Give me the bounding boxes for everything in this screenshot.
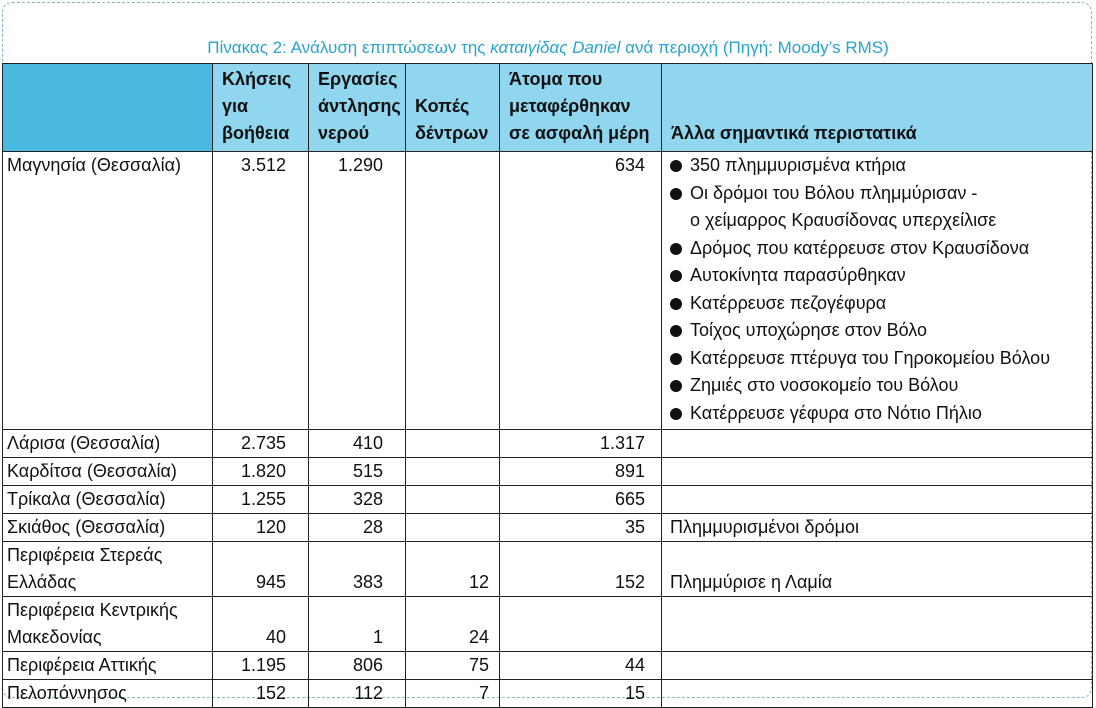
header-region — [3, 64, 213, 152]
pumping-cell: 328 — [309, 486, 406, 514]
table-row — [3, 152, 1093, 430]
table-row — [3, 542, 1093, 597]
bullet-icon — [670, 188, 682, 200]
impact-table — [2, 63, 1093, 708]
notes-cell: Πλημμύρισε η Λαμία — [662, 542, 1093, 597]
calls-cell: 152 — [213, 680, 309, 708]
list-item: Κατέρρευσε πτέρυγα του Γηροκομείου Βόλου — [670, 345, 1086, 373]
region-cell: Λάρισα (Θεσσαλία) — [3, 430, 213, 458]
list-item: Αυτοκίνητα παρασύρθηκαν — [670, 262, 1086, 290]
region-cell: Σκιάθος (Θεσσαλία) — [3, 514, 213, 542]
calls-cell: 1.195 — [213, 652, 309, 680]
trees-cell — [406, 152, 500, 430]
relocated-cell: 665 — [500, 486, 662, 514]
trees-cell: 12 — [406, 542, 500, 597]
relocated-cell: 1.317 — [500, 430, 662, 458]
pumping-cell: 515 — [309, 458, 406, 486]
list-item: Κατέρρευσε γέφυρα στο Νότιο Πήλιο — [670, 400, 1086, 428]
table-row — [3, 597, 1093, 652]
bullet-icon — [670, 160, 682, 172]
incidents-list — [662, 152, 1093, 430]
header-trees: Κοπές δέντρων — [406, 64, 500, 152]
relocated-cell — [500, 597, 662, 652]
calls-cell: 120 — [213, 514, 309, 542]
region-cell: Περιφέρεια Στερεάς Ελλάδας — [3, 542, 213, 597]
table-row — [3, 430, 1093, 458]
notes-cell — [662, 486, 1093, 514]
list-item: Τοίχος υποχώρησε στον Βόλο — [670, 317, 1086, 345]
pumping-cell: 806 — [309, 652, 406, 680]
list-item: 350 πλημμυρισμένα κτήρια — [670, 152, 1086, 180]
pumping-cell: 112 — [309, 680, 406, 708]
notes-cell: Πλημμυρισμένοι δρόμοι — [662, 514, 1093, 542]
header-incidents: Άλλα σημαντικά περιστατικά — [662, 64, 1093, 152]
calls-cell: 2.735 — [213, 430, 309, 458]
pumping-cell: 1 — [309, 597, 406, 652]
pumping-cell: 1.290 — [309, 152, 406, 430]
bullet-icon — [670, 270, 682, 282]
relocated-cell: 152 — [500, 542, 662, 597]
trees-cell — [406, 430, 500, 458]
relocated-cell: 634 — [500, 152, 662, 430]
trees-cell: 7 — [406, 680, 500, 708]
pumping-cell: 28 — [309, 514, 406, 542]
table-row — [3, 514, 1093, 542]
notes-cell — [662, 458, 1093, 486]
table-row — [3, 458, 1093, 486]
relocated-cell: 44 — [500, 652, 662, 680]
calls-cell: 1.255 — [213, 486, 309, 514]
table-caption: Πίνακας 2: Ανάλυση επιπτώσεων της καταιγίδας Daniel ανά περιοχή (Πηγή: Moody’s RMS) — [207, 38, 889, 57]
header-relocated: Άτομα που μεταφέρθηκαν σε ασφαλή μέρη — [500, 64, 662, 152]
calls-cell: 3.512 — [213, 152, 309, 430]
bullet-icon — [670, 298, 682, 310]
list-item: Οι δρόμοι του Βόλου πλημμύρισαν - — [670, 180, 1086, 208]
notes-cell — [662, 430, 1093, 458]
region-cell: Πελοπόννησος — [3, 680, 213, 708]
region-cell: Περιφέρεια Κεντρικής Μακεδονίας — [3, 597, 213, 652]
bullet-icon — [670, 380, 682, 392]
pumping-cell: 383 — [309, 542, 406, 597]
region-cell: Τρίκαλα (Θεσσαλία) — [3, 486, 213, 514]
bullet-icon — [670, 408, 682, 420]
trees-cell — [406, 486, 500, 514]
trees-cell — [406, 458, 500, 486]
bullet-icon — [670, 353, 682, 365]
relocated-cell: 15 — [500, 680, 662, 708]
notes-cell — [662, 652, 1093, 680]
pumping-cell: 410 — [309, 430, 406, 458]
trees-cell: 24 — [406, 597, 500, 652]
relocated-cell: 891 — [500, 458, 662, 486]
table-row — [3, 680, 1093, 708]
table-row — [3, 486, 1093, 514]
list-item: Ζημιές στο νοσοκομείο του Βόλου — [670, 372, 1086, 400]
region-cell: Περιφέρεια Αττικής — [3, 652, 213, 680]
notes-cell — [662, 597, 1093, 652]
list-item: Κατέρρευσε πεζογέφυρα — [670, 290, 1086, 318]
calls-cell: 945 — [213, 542, 309, 597]
region-cell: Καρδίτσα (Θεσσαλία) — [3, 458, 213, 486]
table-row — [3, 652, 1093, 680]
notes-cell — [662, 680, 1093, 708]
header-row — [3, 64, 1093, 152]
calls-cell: 1.820 — [213, 458, 309, 486]
bullet-icon — [670, 243, 682, 255]
relocated-cell: 35 — [500, 514, 662, 542]
list-item-continuation: ο χείμαρρος Κραυσίδονας υπερχείλισε — [690, 210, 997, 230]
region-cell: Μαγνησία (Θεσσαλία) — [3, 152, 213, 430]
header-pumping: Εργασίες άντλησης νερού — [309, 64, 406, 152]
trees-cell: 75 — [406, 652, 500, 680]
trees-cell — [406, 514, 500, 542]
list-item: Δρόμος που κατέρρευσε στον Κραυσίδονα — [670, 235, 1086, 263]
bullet-icon — [670, 325, 682, 337]
calls-cell: 40 — [213, 597, 309, 652]
header-calls: Κλήσεις για βοήθεια — [213, 64, 309, 152]
